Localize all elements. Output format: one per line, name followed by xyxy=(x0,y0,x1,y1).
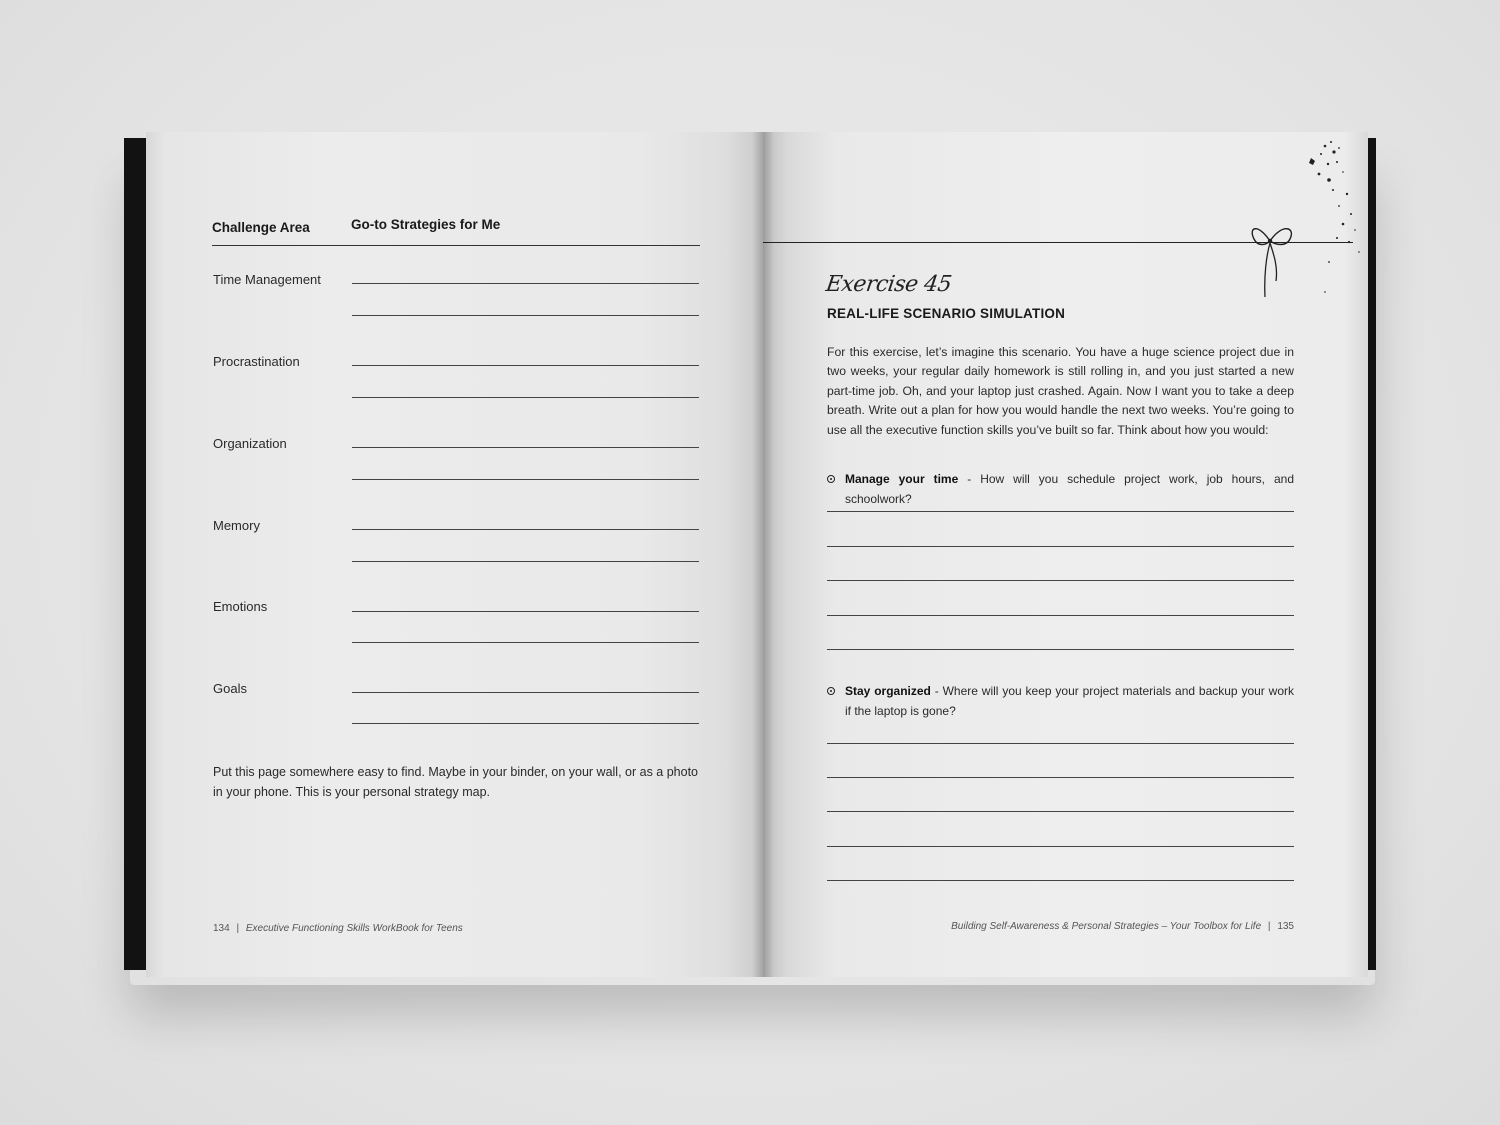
write-line[interactable] xyxy=(352,365,699,366)
page-number: 135 xyxy=(1277,921,1294,932)
write-line[interactable] xyxy=(352,283,699,284)
bullet-manage-time xyxy=(827,470,1294,509)
write-line[interactable] xyxy=(827,649,1294,650)
write-line[interactable] xyxy=(352,397,699,398)
write-line[interactable] xyxy=(352,692,699,693)
bullet-heading: Manage your time xyxy=(845,472,959,486)
row-label-emotions: Emotions xyxy=(213,599,268,614)
header-rule xyxy=(212,245,700,246)
write-line[interactable] xyxy=(352,447,699,448)
bow-icon xyxy=(1248,217,1298,302)
write-line[interactable] xyxy=(827,811,1294,812)
write-line[interactable] xyxy=(352,561,699,562)
left-folio xyxy=(213,923,463,934)
folio-separator: | xyxy=(236,923,240,934)
right-folio xyxy=(951,921,1294,932)
row-label-procrastination: Procrastination xyxy=(213,354,300,369)
folio-separator: | xyxy=(1267,921,1271,932)
write-line[interactable] xyxy=(352,529,699,530)
bullet-heading: Stay organized xyxy=(845,684,931,698)
write-line[interactable] xyxy=(827,743,1294,744)
bullet-icon xyxy=(827,475,835,483)
write-line[interactable] xyxy=(352,723,699,724)
left-page xyxy=(146,132,763,977)
page-number: 134 xyxy=(213,923,230,934)
row-label-time-management: Time Management xyxy=(213,272,321,287)
write-line[interactable] xyxy=(827,546,1294,547)
ink-splatter-icon xyxy=(1303,134,1363,299)
challenge-area-header: Challenge Area xyxy=(212,220,310,235)
write-line[interactable] xyxy=(827,580,1294,581)
bullet-text: - How will you schedule project work, job hours, and schoolwork? xyxy=(845,472,1294,506)
bullet-text: - Where will you keep your project materials and backup your work if the laptop is gone? xyxy=(845,684,1294,718)
strategies-header: Go-to Strategies for Me xyxy=(351,217,501,232)
write-line[interactable] xyxy=(827,880,1294,881)
write-line[interactable] xyxy=(827,511,1294,512)
bullet-icon xyxy=(827,687,835,695)
write-line[interactable] xyxy=(827,615,1294,616)
row-label-goals: Goals xyxy=(213,681,247,696)
row-label-memory: Memory xyxy=(213,518,260,533)
write-line[interactable] xyxy=(352,479,699,480)
book-gutter xyxy=(752,132,774,977)
write-line[interactable] xyxy=(827,777,1294,778)
write-line[interactable] xyxy=(827,846,1294,847)
book-title: Executive Functioning Skills WorkBook for Teens xyxy=(245,923,463,934)
page-note: Put this page somewhere easy to find. Maybe in your binder, on your wall, or as a photo in your phone. This is your personal strategy map. xyxy=(213,765,698,799)
chapter-title: Building Self-Awareness & Personal Strategies – Your Toolbox for Life xyxy=(951,921,1262,932)
exercise-label: Exercise 45 xyxy=(824,272,953,297)
body-text: For this exercise, let’s imagine this scenario. You have a huge science project due in two weeks, your regular daily homework is still rolling in, and you just started a new part-time job. Oh, and your laptop just crashed. Again. Now I want you to take a deep breath. Write out a plan for how you would handle the next two weeks. You’re going to use all the executive function skills you’ve built so far. Think about how you would: xyxy=(827,345,1294,437)
right-page xyxy=(763,132,1368,977)
page-title: REAL-LIFE SCENARIO SIMULATION xyxy=(827,306,1066,321)
bullet-stay-organized xyxy=(827,682,1294,721)
row-label-organization: Organization xyxy=(213,436,287,451)
write-line[interactable] xyxy=(352,315,699,316)
write-line[interactable] xyxy=(352,642,699,643)
write-line[interactable] xyxy=(352,611,699,612)
